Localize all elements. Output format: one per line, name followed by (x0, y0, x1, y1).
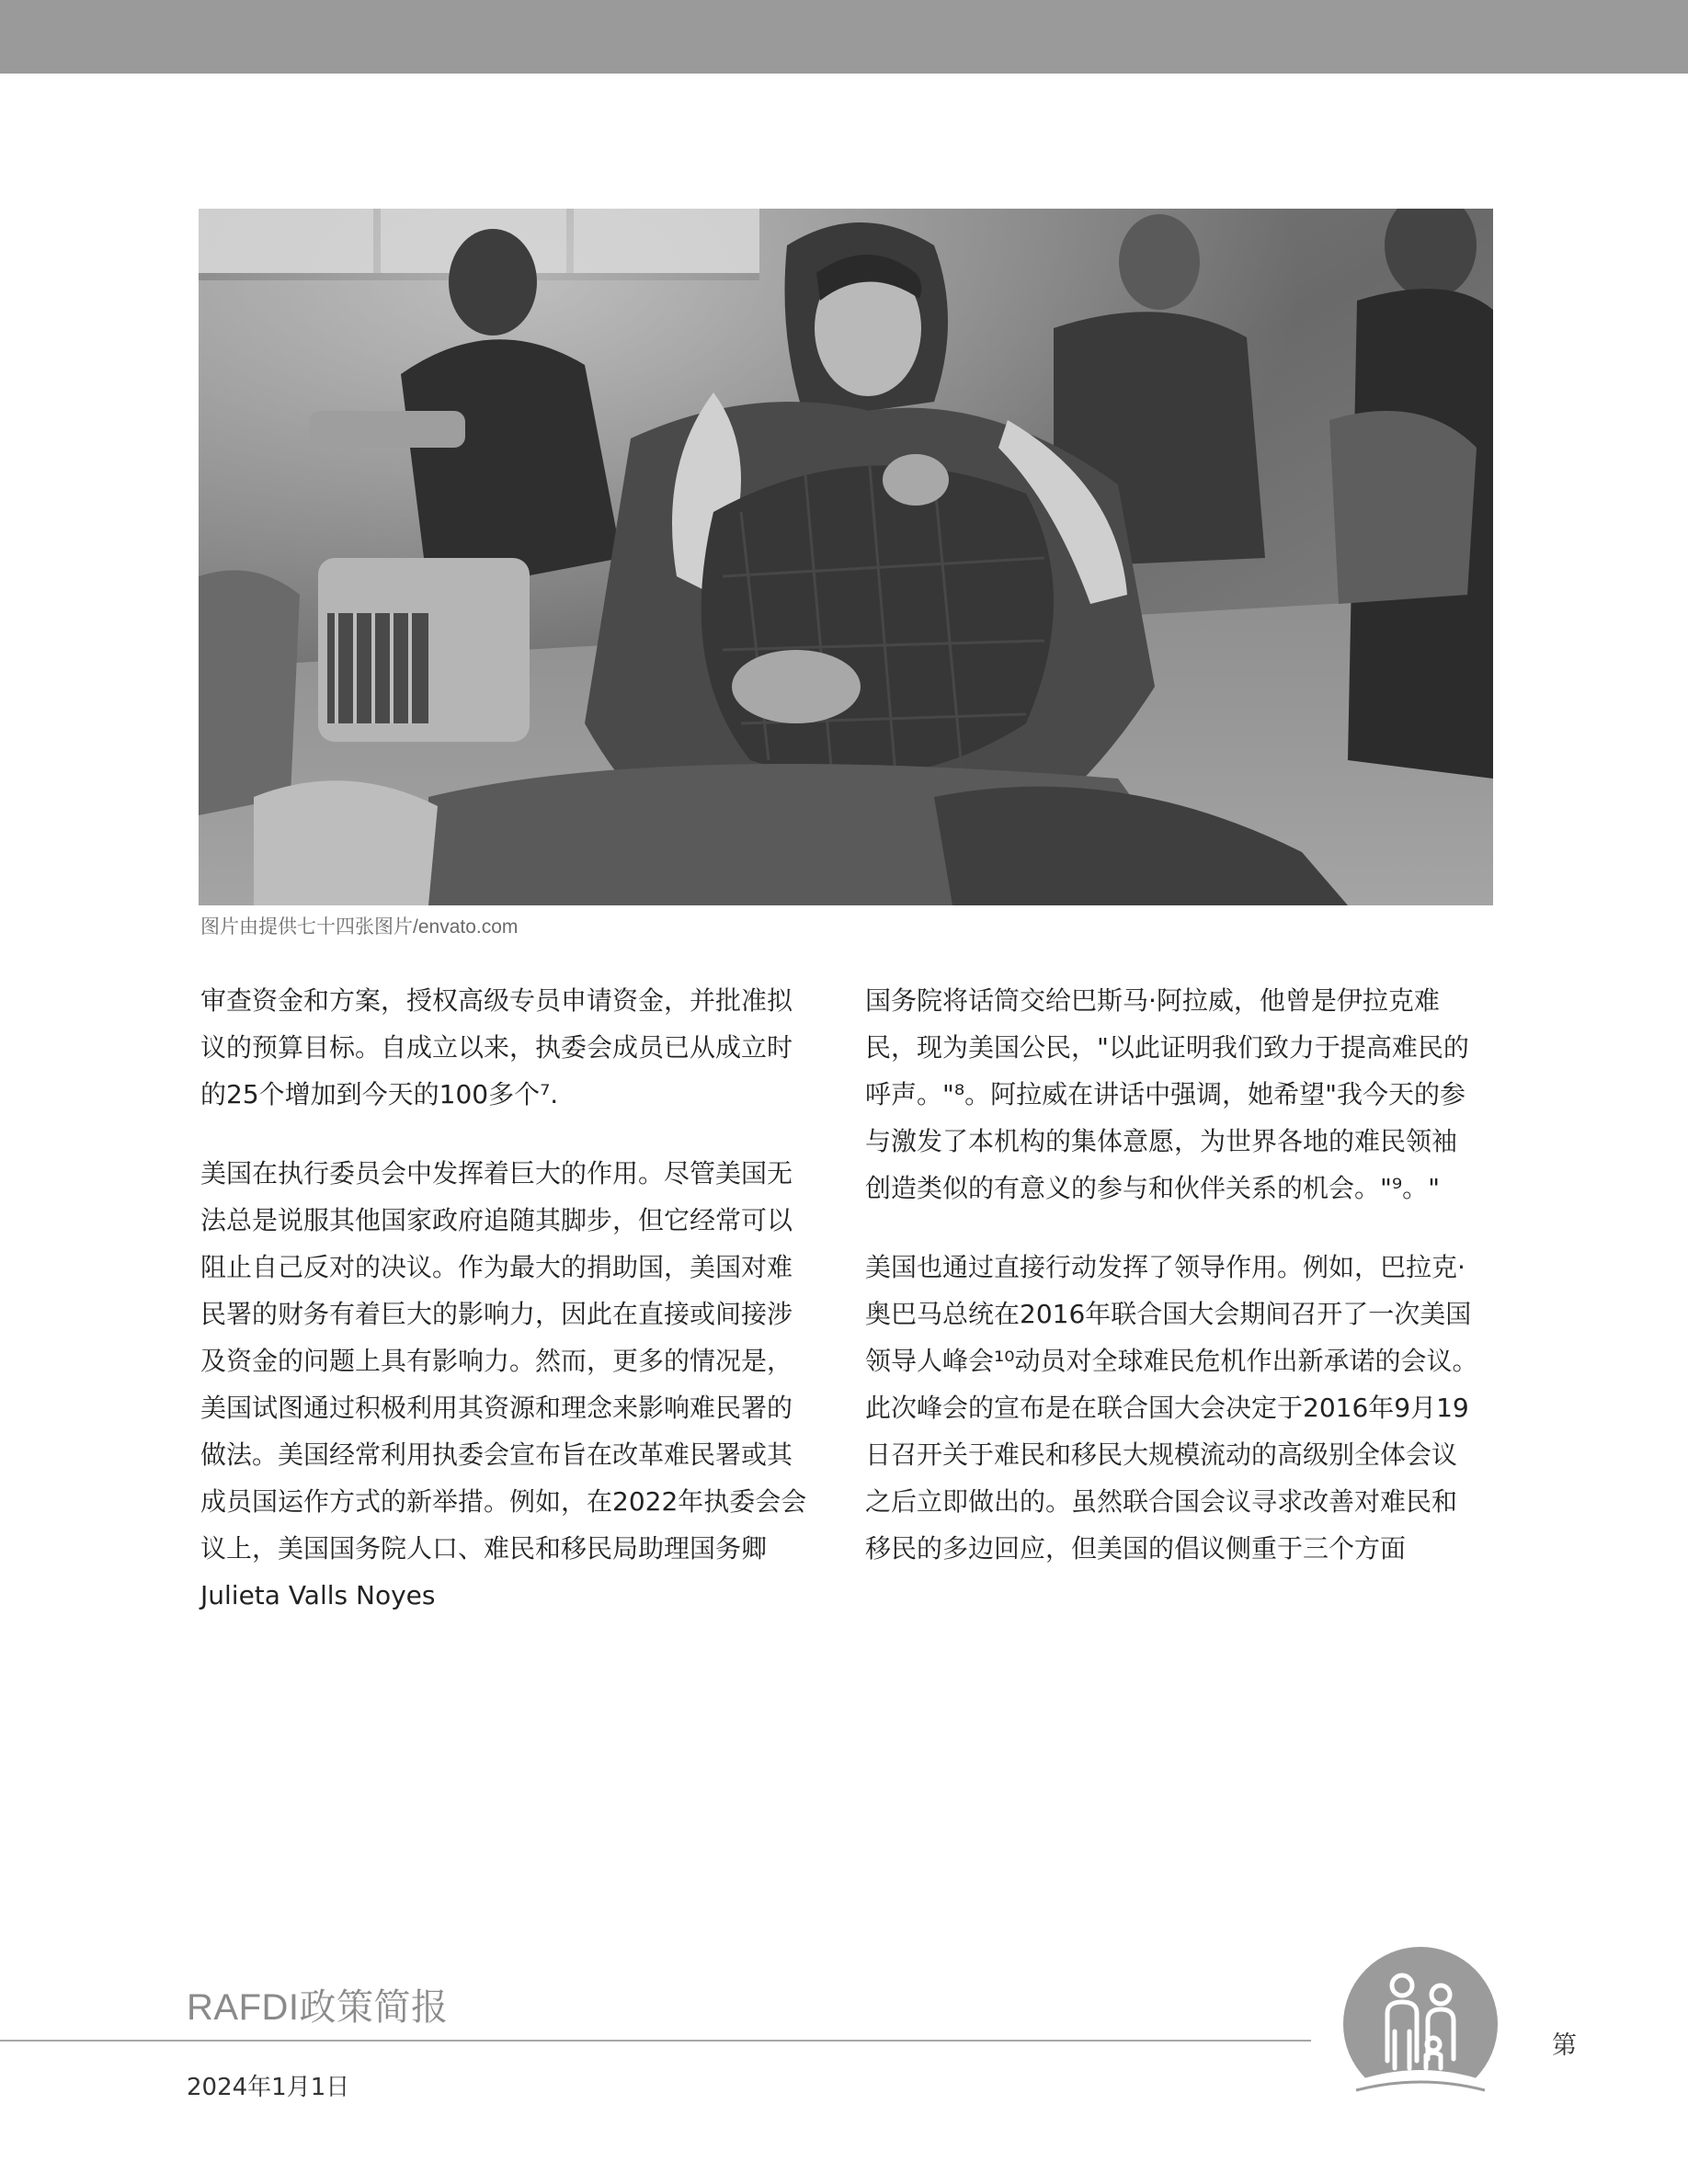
right-paragraph-2: 美国也通过直接行动发挥了领导作用。例如，巴拉克·奥巴马总统在2016年联合国大会期间召开了一次美国领导人峰会¹⁰动员对全球难民危机作出新承诺的会议。此次峰会的宣布是在联合国大会决定于2016年9月19日召开关于难民和移民大规模流动的高级别全体会议之后立即做出的。虽然联合国会议寻求改善对难民和移民的多边回应，但美国的倡议侧重于三个方面 (865, 1252, 1478, 1564)
left-paragraph-1: 审查资金和方案，授权高级专员申请资金，并批准拟议的预算目标。自成立以来，执委会成员已从成立时的25个增加到今天的100多个⁷. (200, 985, 793, 1109)
page-number-label: 第 (1552, 2031, 1577, 2060)
refugee-photo (199, 209, 1493, 905)
left-column (200, 977, 816, 1651)
photo-caption: 图片由提供七十四张图片/envato.com (200, 916, 519, 938)
right-column (865, 977, 1481, 1604)
footer-date: 2024年1月1日 (187, 2074, 350, 2101)
right-paragraph-1: 国务院将话筒交给巴斯马·阿拉威，他曾是伊拉克难民，现为美国公民，"以此证明我们致力于提高难民的呼声。"⁸。阿拉威在讲话中强调，她希望"我今天的参与激发了本机构的集体意愿，为世界各地的难民领袖创造类似的有意义的参与和伙伴关系的机会。"⁹。" (865, 985, 1469, 1203)
left-paragraph-2: 美国在执行委员会中发挥着巨大的作用。尽管美国无法总是说服其他国家政府追随其脚步，但它经常可以阻止自己反对的决议。作为最大的捐助国，美国对难民署的财务有着巨大的影响力，因此在直接或间接涉及资金的问题上具有影响力。然而，更多的情况是，美国试图通过积极利用其资源和理念来影响难民署的做法。美国经常利用执委会宣布旨在改革难民署或其成员国运作方式的新举措。例如，在2022年执委会会议上，美国国务院人口、难民和移民局助理国务卿Julieta Valls Noyes (200, 1158, 807, 1610)
footer-title: RAFDI政策简报 (187, 1987, 449, 2028)
footer-divider (0, 2040, 1311, 2042)
family-icon (1338, 1947, 1503, 2112)
top-bar (0, 0, 1688, 74)
